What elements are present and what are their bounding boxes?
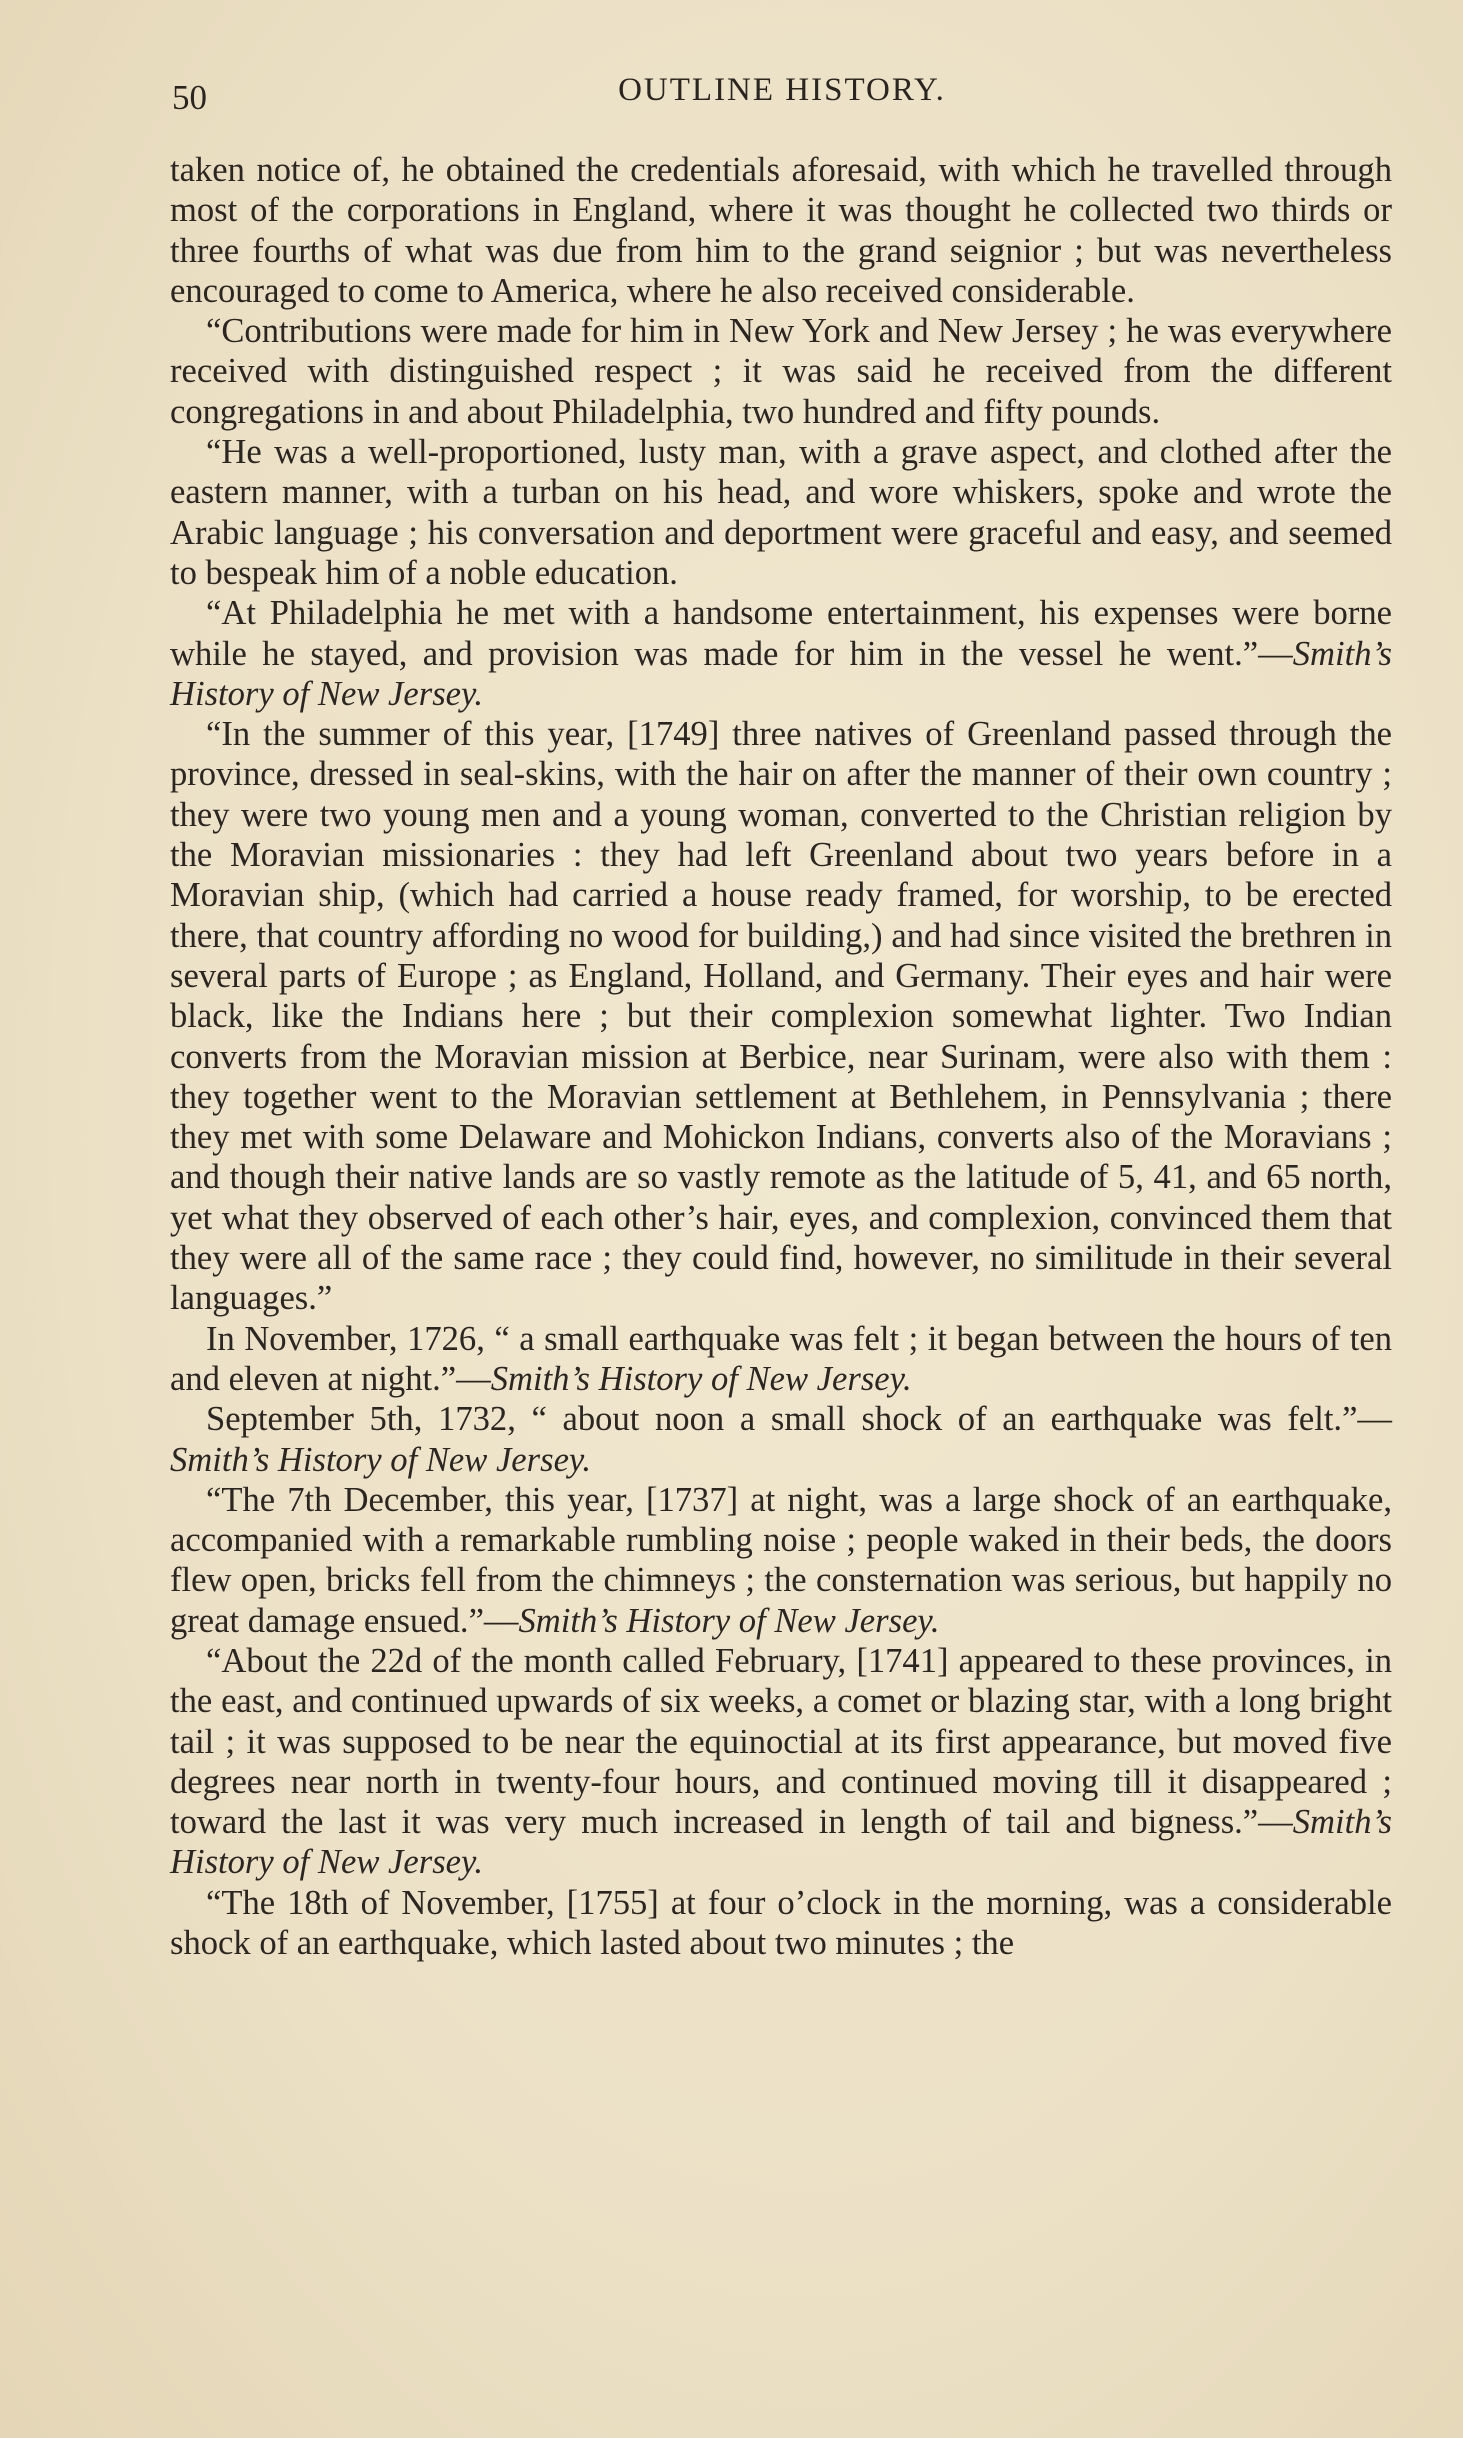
paragraph-7 xyxy=(170,1399,1392,1480)
paragraph-6 xyxy=(170,1319,1392,1400)
paragraph-text: “About the 22d of the month called February, [1741] appeared to these provinces, in the east, and continued upwards of six weeks, a comet or blazing star, with a long bright tail ; it was supposed to be near the equinoctial at its first appearance, but moved five degrees near north in twenty-four hours, and continued moving till it disappeared ; toward the last it was very much increased in length of tail and bigness.”— xyxy=(170,1641,1392,1842)
paragraph-text: “At Philadelphia he met with a handsome entertainment, his expenses were borne while he stayed, and provision was made for him in the vessel he went.”— xyxy=(170,594,1392,673)
paragraph-2 xyxy=(170,311,1392,432)
paragraph-text: “He was a well-proportioned, lusty man, with a grave aspect, and clothed after the eastern manner, with a turban on his head, and wore whiskers, spoke and wrote the Arabic language ; his conversation and deportment were graceful and easy, and seemed to bespeak him of a noble education. xyxy=(170,433,1392,592)
paragraph-8 xyxy=(170,1480,1392,1641)
citation: Smith’s History of New Jersey. xyxy=(518,1601,940,1640)
paragraph-text: “Contributions were made for him in New York and New Jersey ; he was everywhere received with distinguished respect ; it was said he received from the different congregations in and about Philadelphia, two hundred and fifty pounds. xyxy=(170,312,1392,431)
paragraph-1 xyxy=(170,150,1392,311)
paragraph-5 xyxy=(170,714,1392,1318)
paragraph-text: In November, 1726, “ a small earthquake was felt ; it began between the hours of ten and eleven at night.”— xyxy=(170,1319,1392,1398)
paragraph-4 xyxy=(170,593,1392,714)
paragraph-text: “The 7th December, this year, [1737] at night, was a large shock of an earthquake, accompanied with a remarkable rumbling noise ; people waked in their beds, the doors flew open, bricks fell from the chimneys ; the consternation was serious, but happily no great damage ensued.”— xyxy=(170,1480,1392,1640)
body-text xyxy=(170,150,1392,1963)
citation: Smith’s History of New Jersey. xyxy=(170,1803,1392,1882)
paragraph-text: “The 18th of November, [1755] at four o’clock in the morning, was a considerable shock of an earthquake, which lasted about two minutes ; the xyxy=(170,1883,1392,1963)
citation: Smith’s History of New Jersey. xyxy=(490,1359,912,1398)
page-header xyxy=(172,72,1392,122)
page-number: 50 xyxy=(172,78,207,117)
paragraph-text: September 5th, 1732, “ about noon a small shock of an earthquake was felt.”— xyxy=(206,1400,1392,1439)
citation: Smith’s History of New Jersey. xyxy=(170,1440,591,1479)
paragraph-10 xyxy=(170,1883,1392,1964)
citation: Smith’s History of New Jersey. xyxy=(170,634,1392,713)
paragraph-text: taken notice of, he obtained the credentials aforesaid, with which he travelled through most of the corporations in England, where it was thought he collected two thirds or three fourths of what was due from him to the grand seignior ; but was nevertheless encouraged to come to America, where he also received considerable. xyxy=(170,151,1392,310)
paragraph-text: “In the summer of this year, [1749] three natives of Greenland passed through the province, dressed in seal-skins, with the hair on after the manner of their own country ; they were two young men and a young woman, converted to the Christian religion by the Moravian missionaries : they had left Greenland about two years before in a Moravian ship, (which had carried a house ready framed, for worship, to be erected there, that country affording no wood for building,) and had since visited the brethren in several parts of Europe ; as England, Holland, and Germany. Their eyes and hair were black, like the Indians here ; but their complexion somewhat lighter. Two Indian converts from the Moravian mission at Berbice, near Surinam, were also with them : they together went to the Moravian settlement at Bethlehem, in Pennsylvania ; there they met with some Delaware and Mohickon Indians, converts also of the Moravians ; and though their native lands are so vastly remote as the latitude of 5, 41, and 65 north, yet what they observed of each other’s hair, eyes, and complexion, convinced them that they were all of the same race ; they could find, however, no similitude in their several languages.” xyxy=(170,715,1392,1318)
paragraph-3 xyxy=(170,432,1392,593)
running-head: OUTLINE HISTORY. xyxy=(618,72,946,108)
paragraph-9 xyxy=(170,1641,1392,1883)
